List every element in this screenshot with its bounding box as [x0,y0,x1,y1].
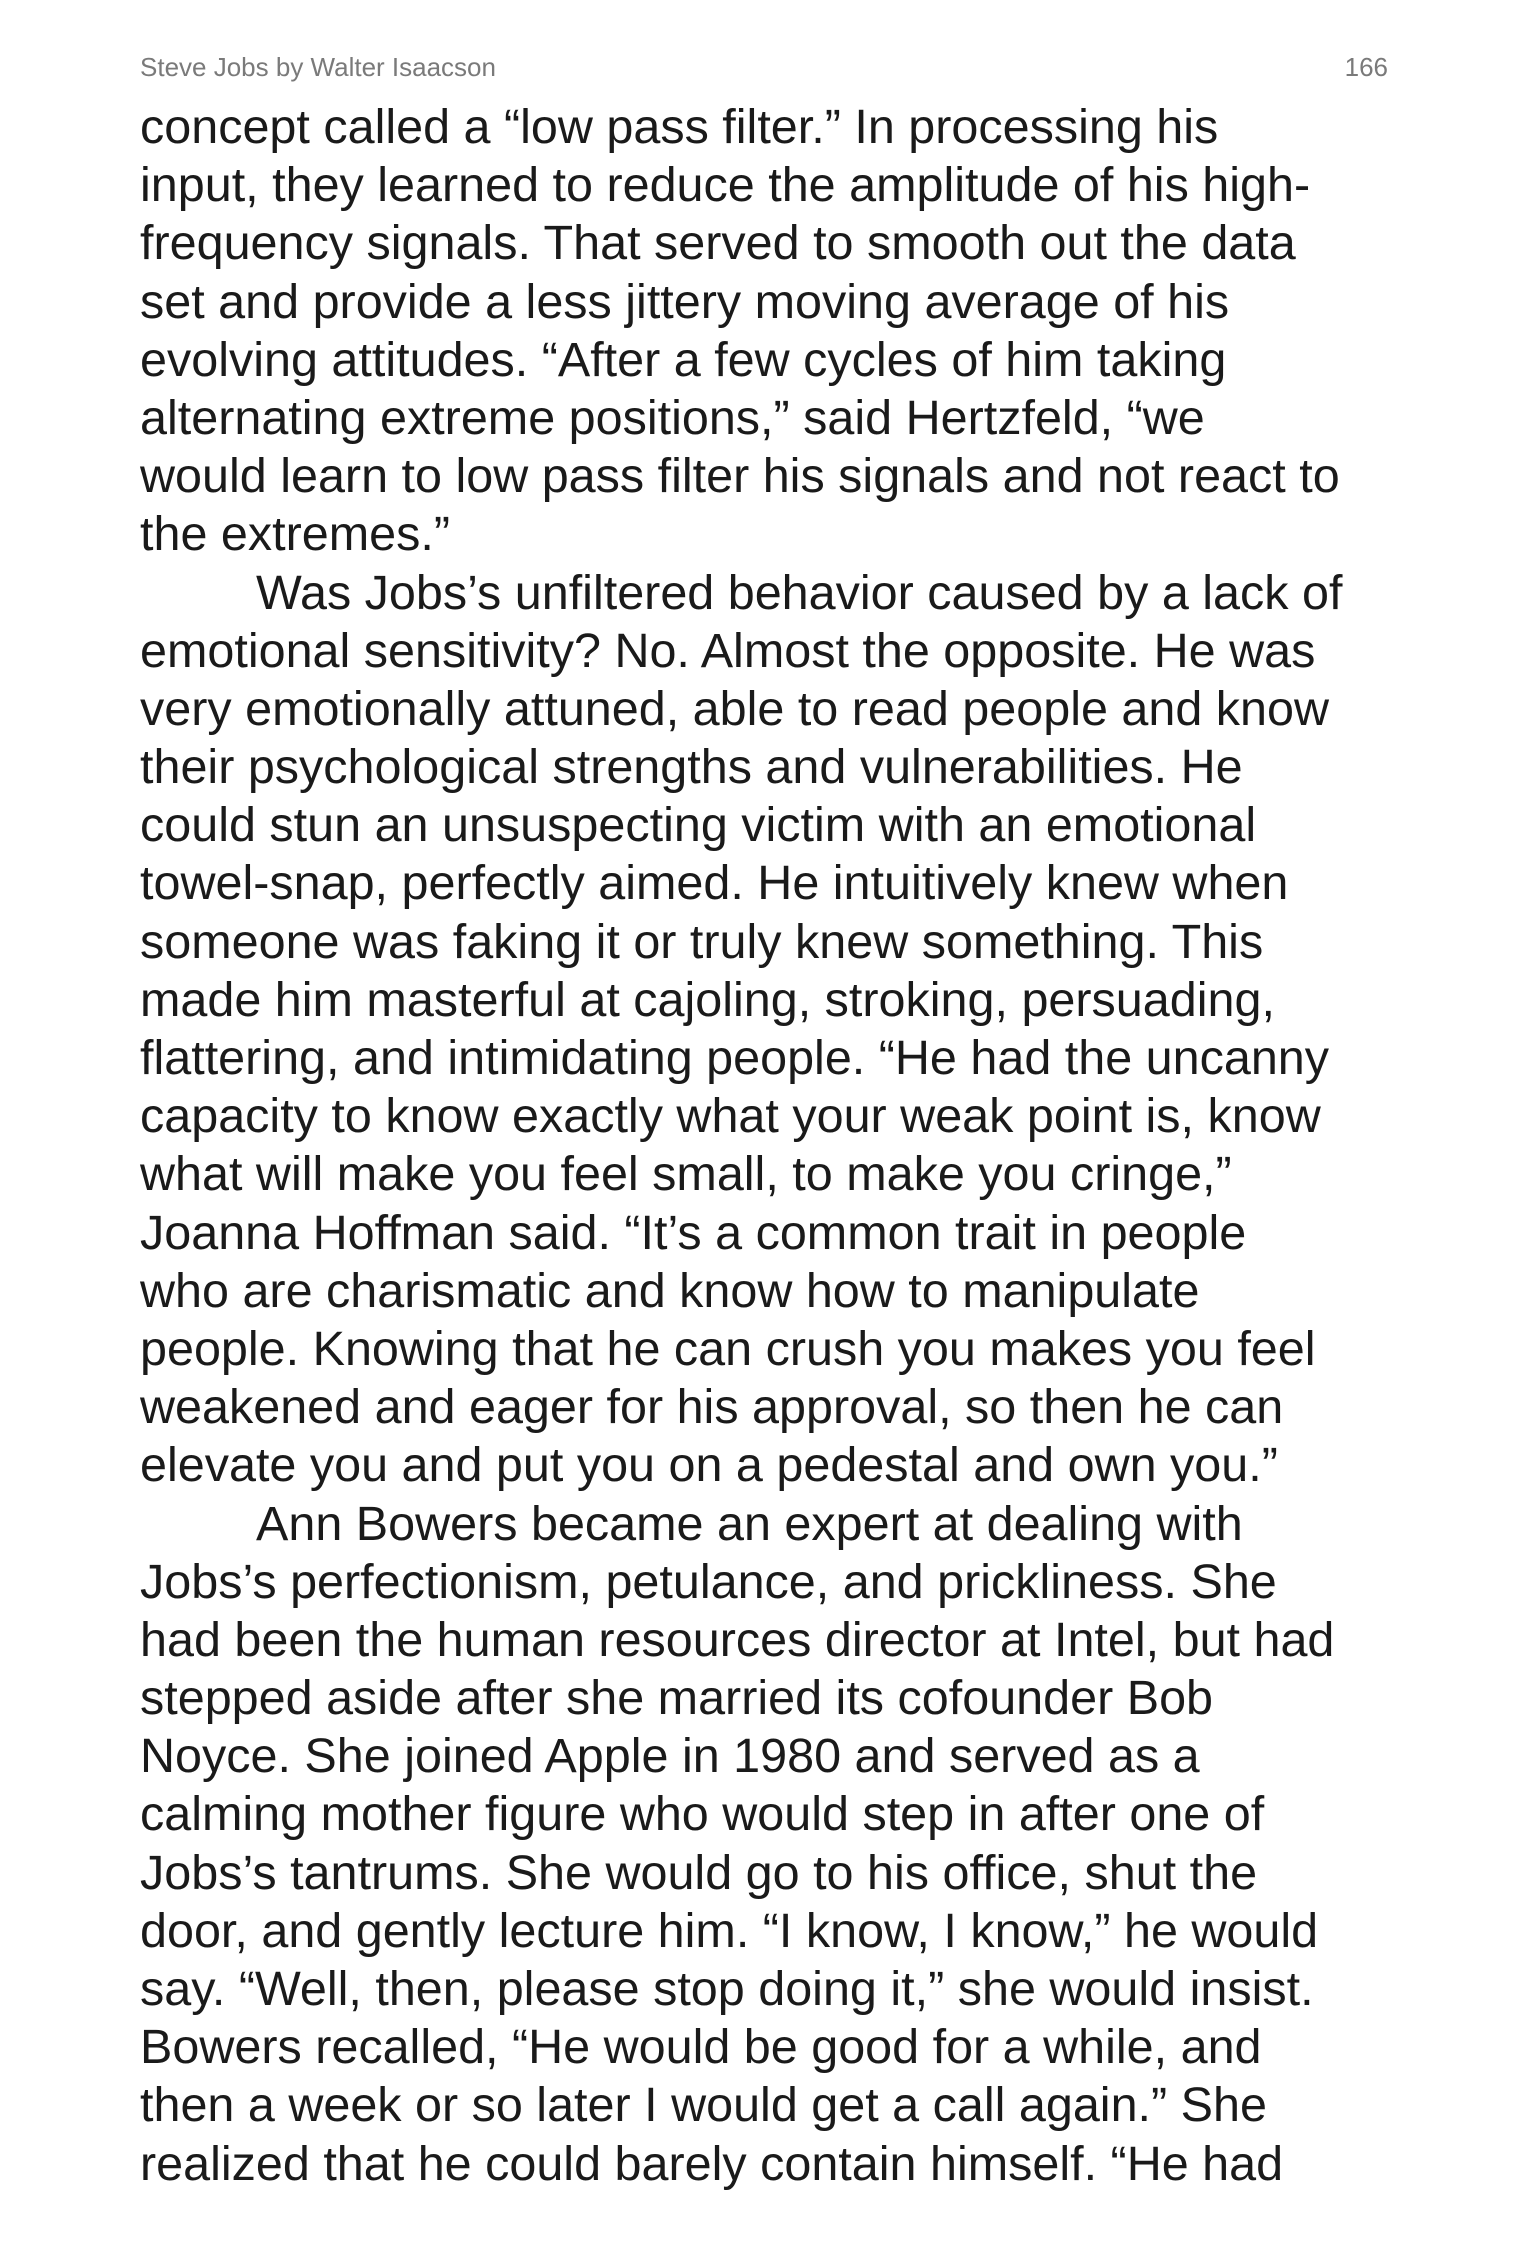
text-line: Noyce. She joined Apple in 1980 and served as a [140,1729,1200,1784]
text-line: towel-snap, perfectly aimed. He intuitively knew when [140,856,1289,911]
text-line: could stun an unsuspecting victim with an emotional [140,798,1257,853]
text-line: very emotionally attuned, able to read people and know [140,681,1330,736]
text-line: frequency signals. That served to smooth out the data [140,216,1296,271]
text-line: concept called a “low pass filter.” In processing his [140,100,1219,154]
text-line: say. “Well, then, please stop doing it,” she would insist. [140,1962,1314,2016]
text-line: then a week or so later I would get a call again.” She [140,2078,1267,2133]
text-line: someone was faking it or truly knew something. This [140,914,1264,969]
text-line: realized that he could barely contain himself. “He had [140,2136,1284,2191]
text-line: their psychological strengths and vulnerabilities. He [140,740,1243,795]
page-number: 166 [1344,51,1388,82]
text-line: emotional sensitivity? No. Almost the opposite. He was [140,623,1316,678]
text-line: capacity to know exactly what your weak point is, know [140,1089,1321,1144]
text-line: set and provide a less jittery moving average of his [140,274,1230,329]
text-line: weakened and eager for his approval, so then he can [140,1380,1284,1435]
text-line: evolving attitudes. “After a few cycles of him taking [140,332,1227,387]
text-line: made him masterful at cajoling, stroking, persuading, [140,972,1275,1027]
paragraph-first-line: Was Jobs’s unfiltered behavior caused by a lack of [256,565,1343,620]
book-title: Steve Jobs by Walter Isaacson [140,51,496,82]
text-line: stepped aside after she married its cofounder Bob [140,1671,1214,1726]
text-line: who are charismatic and know how to manipulate [140,1263,1200,1318]
text-line: Jobs’s perfectionism, petulance, and prickliness. She [140,1554,1277,1609]
text-line: the extremes.” [140,507,450,562]
paragraph-first-line: Ann Bowers became an expert at dealing with [256,1496,1243,1551]
text-line: alternating extreme positions,” said Hertzfeld, “we [140,390,1205,445]
text-line: calming mother figure who would step in after one of [140,1787,1265,1842]
text-line: had been the human resources director at Intel, but had [140,1612,1335,1667]
text-line: elevate you and put you on a pedestal and own you.” [140,1438,1278,1493]
text-line: input, they learned to reduce the amplitude of his high- [140,158,1311,213]
text-line: Joanna Hoffman said. “It’s a common trait in people [140,1205,1247,1260]
text-line: what will make you feel small, to make you cringe,” [140,1147,1232,1202]
text-line: flattering, and intimidating people. “He had the uncanny [140,1031,1330,1085]
body-text [140,98,1388,2193]
text-line: people. Knowing that he can crush you makes you feel [140,1321,1316,1376]
text-line: would learn to low pass filter his signals and not react to [140,449,1340,504]
text-line: door, and gently lecture him. “I know, I know,” he would [140,1903,1319,1958]
text-line: Jobs’s tantrums. She would go to his office, shut the [140,1845,1258,1900]
text-line: Bowers recalled, “He would be good for a while, and [140,2020,1262,2075]
running-header [140,50,1388,84]
